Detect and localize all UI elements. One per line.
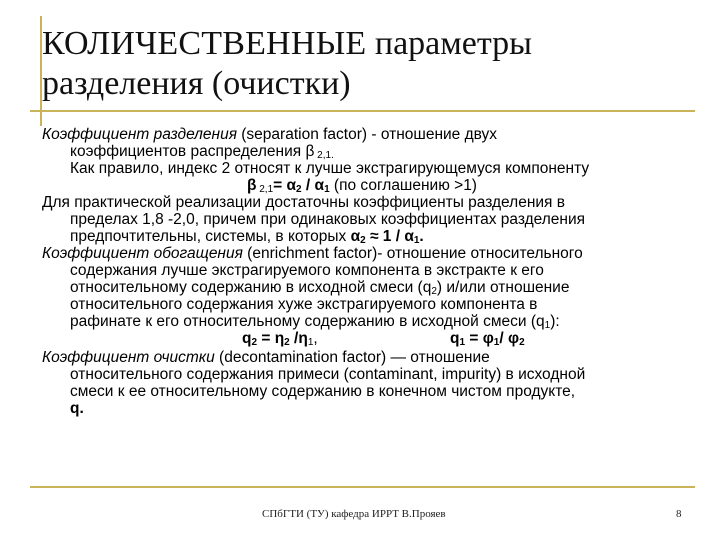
separation-factor-paragraph: Коэффициент разделения (separation factor) - отношение двух (42, 126, 498, 143)
decontamination-factor-term: Коэффициент очистки (42, 349, 215, 366)
title-line-2: разделения (очистки) (42, 65, 351, 102)
separation-factor-formula: β $_{2,1}= \alpha_2 / \alpha_1$ (по соглашению >1) (247, 177, 477, 195)
enrichment-factor-line-3: относительному содержанию в исходной смеси $(q_2)$ и/или отношение (70, 279, 570, 297)
footer-divider-line (30, 486, 695, 488)
decontamination-factor-line-4: q. (70, 400, 84, 417)
practical-note-line-2: пределах 1,8 -2,0, причем при одинаковых коэффициентах разделения (70, 211, 586, 228)
enrichment-factor-term: Коэффициент обогащения (42, 245, 243, 262)
q2-formula: $q_2 = \eta_2$ $/\eta_1$, (242, 330, 318, 348)
decontamination-factor-line-2: относительного содержания примеси (contaminant, impurity) в исходной (70, 366, 586, 383)
enrichment-formulas (42, 330, 682, 349)
separation-factor-line-3: Как правило, индекс 2 относят к лучше экстрагирующемуся компоненту (70, 160, 590, 177)
slide-body (42, 126, 682, 417)
footer-source: СПбГТИ (ТУ) кафедра ИРРТ В.Прояев (262, 508, 446, 520)
decontamination-factor-paragraph: Коэффициент очистки (decontamination factor) — отношение (42, 349, 490, 366)
enrichment-factor-paragraph: Коэффициент обогащения (enrichment factor)- отношение относительного (42, 245, 583, 262)
slide-title (42, 24, 682, 104)
decontamination-factor-line-3: смеси к ее относительному содержанию в конечном чистом продукте, (70, 383, 576, 400)
q1-formula: $q_1 = \varphi_1/$ $\varphi_2$ (450, 330, 525, 348)
enrichment-factor-line-2: содержания лучше экстрагируемого компонента в экстракте к его (70, 262, 544, 279)
page-number: 8 (676, 508, 682, 520)
title-line-1: КОЛИЧЕСТВЕННЫЕ параметры (42, 25, 532, 62)
enrichment-factor-line-5: рафинате к его относительному содержанию в исходной смеси $(q_1)$: (70, 313, 560, 331)
practical-note-line-3: предпочтительны, системы, в которых $\alpha_2 \approx 1 / \alpha_1$. (70, 228, 424, 246)
practical-note-line-1: Для практической реализации достаточны коэффициенты разделения в (42, 194, 565, 211)
separation-factor-line-2: коэффициентов распределения β $_{2,1.}$ (70, 143, 334, 161)
title-divider-line (30, 110, 695, 112)
enrichment-factor-line-4: относительного содержания хуже экстрагируемого компонента в (70, 296, 538, 313)
separation-factor-term: Коэффициент разделения (42, 126, 237, 143)
